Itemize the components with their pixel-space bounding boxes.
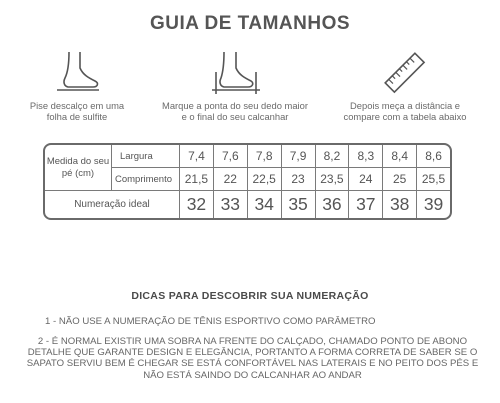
tip-2: 2 - É NORMAL EXISTIR UMA SOBRA NA FRENTE DO CALÇADO, CHAMADO PONTO DE ABONO DETALHE QUE GARANTE DESIGN E ELEGÂNCIA, PORTANTO A FORMA CORRETA DE SABER SE O SAPATO SERVIU BEM É CHEGAR SE ESTÁ CONFORTÁVEL NAS LATERAIS E NO PEITO DOS PÉS E NÃO ESTÁ SAINDO DO CALCANHAR AO ANDAR xyxy=(26,336,479,381)
width-cell: 7,4 xyxy=(179,145,213,168)
tip-1: 1 - NÃO USE A NUMERAÇÃO DE TÊNIS ESPORTIVO COMO PARÂMETRO xyxy=(45,316,376,327)
step-2 xyxy=(160,50,310,122)
length-cell: 23,5 xyxy=(315,168,349,191)
width-cell: 7,9 xyxy=(281,145,315,168)
foot-marked-icon xyxy=(208,50,262,96)
size-table xyxy=(43,143,452,220)
bare-foot-icon xyxy=(53,50,101,96)
length-cell: 21,5 xyxy=(179,168,213,191)
length-label: Comprimento xyxy=(112,168,179,191)
size-cell: 36 xyxy=(315,191,349,218)
size-label: Numeração ideal xyxy=(74,199,150,210)
length-cell: 25,5 xyxy=(416,168,450,191)
width-cell: 7,8 xyxy=(247,145,281,168)
ruler-icon xyxy=(380,50,430,96)
length-cell: 23 xyxy=(281,168,315,191)
length-cell: 25 xyxy=(382,168,416,191)
width-label: Largura xyxy=(112,145,179,168)
length-cell: 24 xyxy=(348,168,382,191)
width-cell: 8,6 xyxy=(416,145,450,168)
step-2-text: Marque a ponta do seu dedo maior e o final do seu calcanhar xyxy=(162,100,308,122)
size-cell: 39 xyxy=(416,191,450,218)
table-row-width xyxy=(45,145,450,168)
size-cell: 38 xyxy=(382,191,416,218)
size-cell: 35 xyxy=(281,191,315,218)
width-cell: 8,4 xyxy=(382,145,416,168)
length-cell: 22 xyxy=(213,168,247,191)
step-3-text: Depois meça a distância e compare com a tabela abaixo xyxy=(343,100,467,122)
size-cell: 33 xyxy=(213,191,247,218)
size-cell: 37 xyxy=(348,191,382,218)
width-cell: 8,3 xyxy=(348,145,382,168)
measure-label: Medida do seu pé (cm) xyxy=(45,145,112,191)
size-cell: 32 xyxy=(179,191,213,218)
size-cell: 34 xyxy=(247,191,281,218)
step-1 xyxy=(27,50,127,122)
step-1-text: Pise descalço em uma folha de sulfite xyxy=(29,100,125,122)
width-cell: 7,6 xyxy=(213,145,247,168)
step-3 xyxy=(335,50,475,122)
width-cell: 8,2 xyxy=(315,145,349,168)
page-title: GUIA DE TAMANHOS xyxy=(149,13,351,34)
length-cell: 22,5 xyxy=(247,168,281,191)
table-row-size xyxy=(45,191,450,218)
tips-title: DICAS PARA DESCOBRIR SUA NUMERAÇÃO xyxy=(131,290,369,302)
